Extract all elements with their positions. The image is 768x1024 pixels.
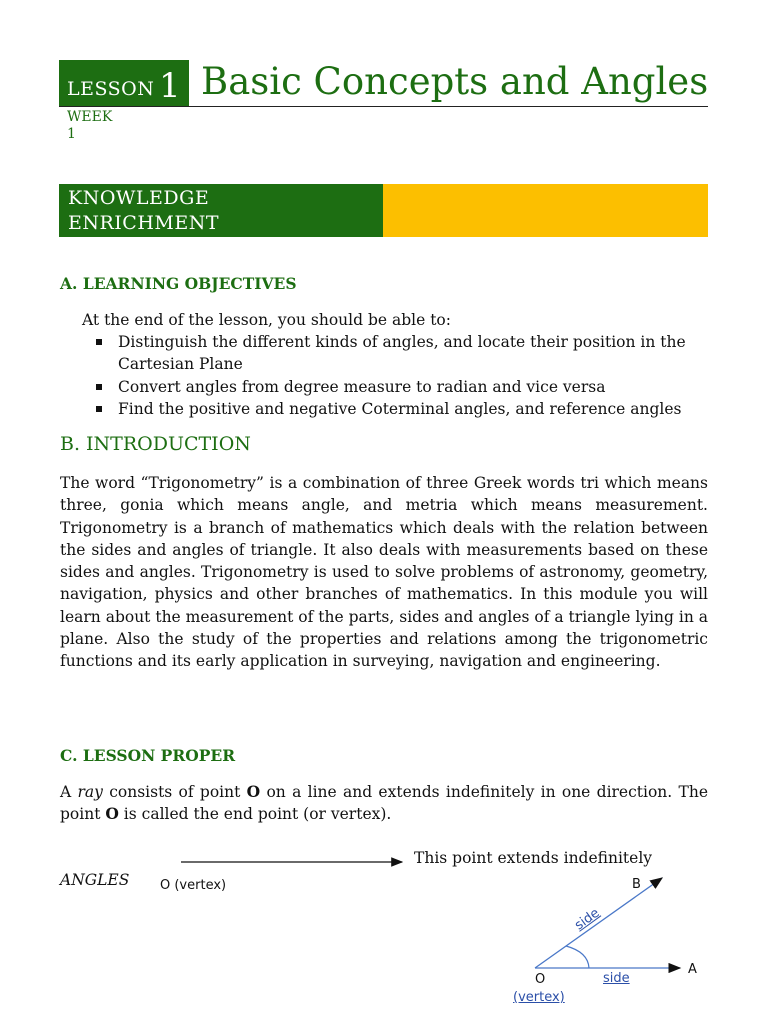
side-label-oa: side: [603, 971, 630, 986]
ray-text-1: A: [60, 783, 78, 801]
ray-text-4: is called the end point (or vertex).: [118, 805, 392, 824]
ray-annotation: This point extends indefinitely: [414, 849, 653, 867]
objective-item: Find the positive and negative Coterminal angles, and reference angles: [96, 398, 708, 420]
angle-arc: [566, 946, 589, 968]
week-word: WEEK: [67, 109, 113, 125]
page-title: Basic Concepts and Angles: [201, 60, 709, 103]
side-ob: [535, 878, 662, 968]
ray-point-o-2: O: [105, 804, 119, 824]
vertex-label: (vertex): [513, 990, 565, 1005]
lesson-word: LESSON: [67, 78, 155, 100]
objective-item: Convert angles from degree measure to radian and vice versa: [96, 376, 708, 398]
point-a-label: A: [688, 962, 697, 977]
introduction-heading: B. INTRODUCTION: [60, 433, 251, 455]
side-label-ob: side: [572, 905, 603, 934]
introduction-paragraph: The word “Trigonometry” is a combination of three Greek words tri which means three, gonia which means angle, and metria which means measurement. Trigonometry is a branch of mathematics which deals with the relation between the sides and angles of triangle. It also deals with measurements based on these sides and angles. Trigonometry is used to solve problems of astronomy, geometry, navigation, physics and other branches of mathematics. In this module you will learn about the measurement of the parts, sides and angles of a triangle lying in a plane. Also the study of the properties and relations among the trigonometric functions and its early application in surveying, navigation and engineering.: [60, 474, 708, 671]
objective-item: Distinguish the different kinds of angles, and locate their position in the Cartesian Plane: [96, 331, 708, 376]
week-number: 1: [67, 126, 76, 142]
lesson-proper-heading: C. LESSON PROPER: [60, 746, 236, 765]
point-o-label: O: [535, 972, 546, 987]
angles-label: ANGLES: [60, 871, 130, 889]
ray-text-2: consists of point: [102, 783, 247, 801]
banner-line-2: ENRICHMENT: [68, 212, 220, 234]
banner-line-1: KNOWLEDGE: [68, 187, 210, 209]
objectives-heading: A. LEARNING OBJECTIVES: [60, 274, 297, 293]
point-b-label: B: [632, 877, 641, 892]
ray-text-3: on a line and extends indefinitely in one direction. The point: [60, 783, 709, 824]
objectives-intro: At the end of the lesson, you should be able to:: [82, 311, 451, 329]
ray-vertex-label: O (vertex): [160, 878, 227, 893]
ray-point-o-1: O: [246, 782, 261, 801]
lesson-number: 1: [159, 66, 181, 106]
ray-term: ray: [77, 783, 103, 801]
